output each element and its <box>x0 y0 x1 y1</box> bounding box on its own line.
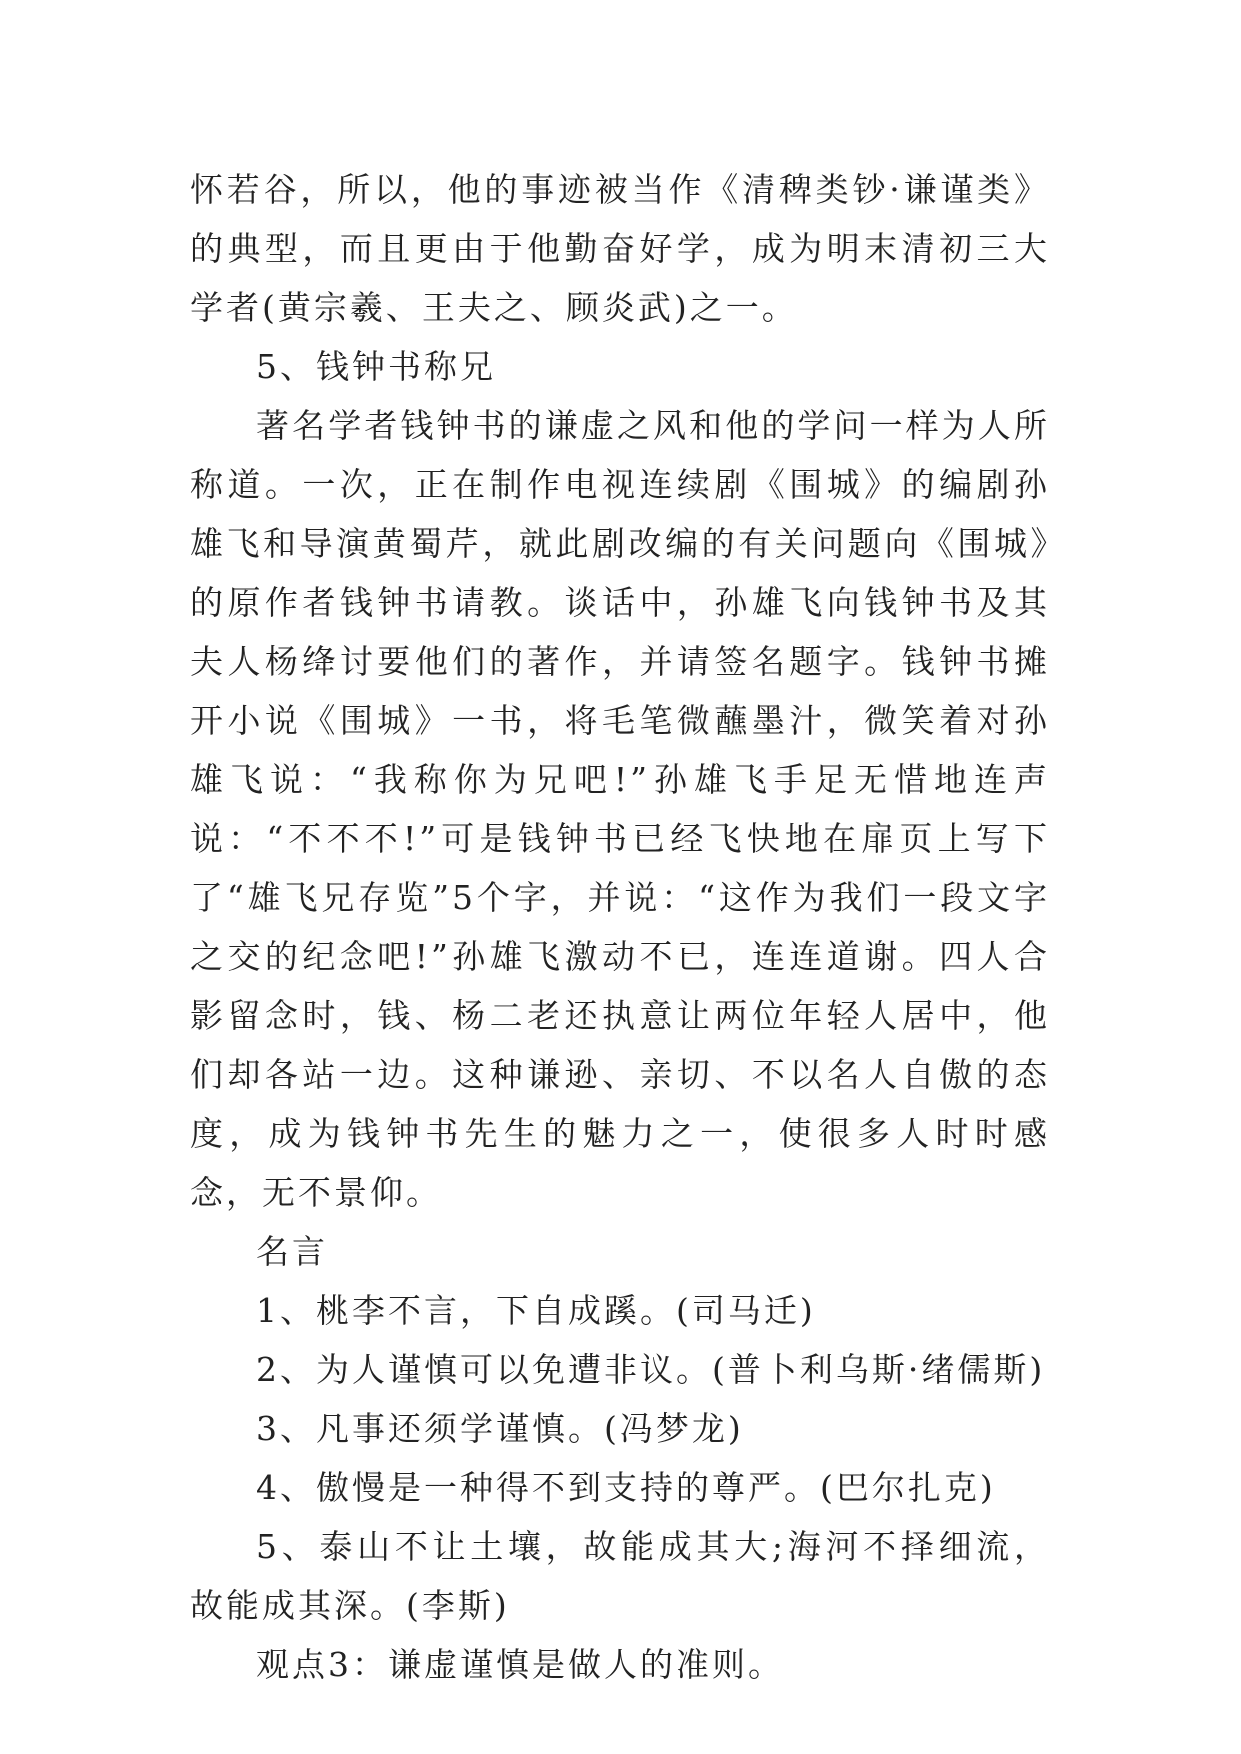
document-body <box>190 160 1050 1694</box>
quote-item-5: 5、泰山不让土壤，故能成其大;海河不择细流，故能成其深。(李斯) <box>190 1527 1050 1625</box>
paragraph-continuation: 怀若谷，所以，他的事迹被当作《清稗类钞·谦谨类》的典型，而且更由于他勤奋好学，成为明末清初三大学者(黄宗羲、王夫之、顾炎武)之一。 <box>190 170 1050 327</box>
quote-item-3: 3、凡事还须学谨慎。(冯梦龙) <box>256 1409 744 1448</box>
quote-item-2: 2、为人谨慎可以免遭非议。(普卜利乌斯·绪儒斯) <box>256 1350 1046 1389</box>
viewpoint-3: 观点3：谦虚谨慎是做人的准则。 <box>256 1645 784 1684</box>
quote-item-1: 1、桃李不言，下自成蹊。(司马迁) <box>256 1291 816 1330</box>
paragraph-qian-zhongshu-story: 著名学者钱钟书的谦虚之风和他的学问一样为人所称道。一次，正在制作电视连续剧《围城》的编剧孙雄飞和导演黄蜀芹，就此剧改编的有关问题向《围城》的原作者钱钟书请教。谈话中，孙雄飞向钱钟书及其夫人杨绛讨要他们的著作，并请签名题字。钱钟书摊开小说《围城》一书，将毛笔微蘸墨汁，微笑着对孙雄飞说：“我称你为兄吧!”孙雄飞手足无惜地连声说：“不不不!”可是钱钟书已经飞快地在扉页上写下了“雄飞兄存览”5个字，并说：“这作为我们一段文字之交的纪念吧!”孙雄飞激动不已，连连道谢。四人合影留念时，钱、杨二老还执意让两位年轻人居中，他们却各站一边。这种谦逊、亲切、不以名人自傲的态度，成为钱钟书先生的魅力之一，使很多人时时感念，无不景仰。 <box>190 406 1050 1212</box>
section-heading-quotes: 名言 <box>256 1232 328 1271</box>
section-heading-qian-zhongshu: 5、钱钟书称兄 <box>256 347 496 386</box>
quote-item-4: 4、傲慢是一种得不到支持的尊严。(巴尔扎克) <box>256 1468 996 1507</box>
